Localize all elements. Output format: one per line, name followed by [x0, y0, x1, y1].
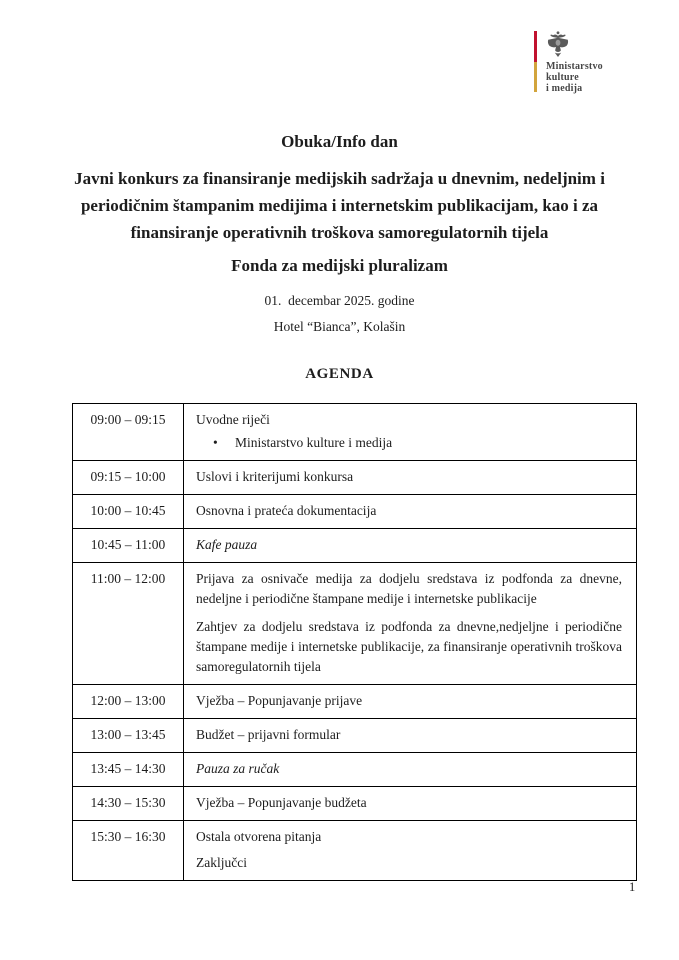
agenda-row — [73, 529, 637, 563]
agenda-row — [73, 753, 637, 787]
agenda-row — [73, 821, 637, 881]
agenda-topic — [184, 787, 637, 821]
page-number: 1 — [629, 880, 636, 894]
agenda-topic-title: Kafe pauza — [196, 537, 258, 552]
agenda-topic-paragraph: Zahtjev za dodjelu sredstava iz podfonda za dnevne,nedjeljne i periodične štampane medije i internetske publikacije, za finansiranje operativnih troškova samoregulatornih tijela — [196, 619, 622, 674]
agenda-topic-title: Pauza za ručak — [196, 761, 280, 776]
agenda-topic-title: Uvodne riječi — [196, 412, 270, 427]
agenda-time: 11:00 – 12:00 — [73, 563, 184, 685]
agenda-time: 10:45 – 11:00 — [73, 529, 184, 563]
agenda-heading: AGENDA — [305, 366, 374, 382]
main-title: Javni konkurs za finansiranje medijskih sadržaja u dnevnim, nedeljnim i periodičnim štampanim medijima i internetskim publikacijam, kao i za finansiranje operativnih troškova samoregulatornih tijela — [74, 169, 605, 242]
agenda-topic — [184, 404, 637, 461]
agenda-time: 10:00 – 10:45 — [73, 495, 184, 529]
coat-of-arms-icon — [546, 31, 570, 58]
agenda-topic — [184, 529, 637, 563]
agenda-topic-title: Budžet – prijavni formular — [196, 727, 341, 742]
flag-stripe-gold — [534, 62, 537, 93]
agenda-row — [73, 719, 637, 753]
agenda-row — [73, 495, 637, 529]
agenda-time: 09:00 – 09:15 — [73, 404, 184, 461]
agenda-time: 15:30 – 16:30 — [73, 821, 184, 881]
agenda-time: 14:30 – 15:30 — [73, 787, 184, 821]
agenda-row — [73, 685, 637, 719]
agenda-topic — [184, 719, 637, 753]
flag-stripe-red — [534, 31, 537, 62]
agenda-row — [73, 787, 637, 821]
ministry-name-line3: i medija — [546, 83, 583, 94]
agenda-topic-line: Zaključci — [196, 855, 247, 870]
bullet-icon: • — [213, 435, 218, 450]
agenda-table — [72, 403, 637, 881]
agenda-time: 09:15 – 10:00 — [73, 461, 184, 495]
agenda-time: 13:45 – 14:30 — [73, 753, 184, 787]
event-venue: Hotel “Bianca”, Kolašin — [273, 319, 406, 334]
ministry-name-line2: kulture — [546, 72, 579, 83]
agenda-topic-line: Ostala otvorena pitanja — [196, 829, 322, 844]
agenda-topic-title: Uslovi i kriterijumi konkursa — [196, 469, 354, 484]
agenda-row — [73, 461, 637, 495]
ministry-logo — [534, 31, 603, 94]
event-date: 01. decembar 2025. godine — [264, 293, 415, 308]
agenda-topic — [184, 461, 637, 495]
agenda-topic-title: Osnovna i prateća dokumentacija — [196, 503, 377, 518]
agenda-topic — [184, 753, 637, 787]
agenda-topic — [184, 821, 637, 881]
event-type-title: Obuka/Info dan — [281, 132, 398, 151]
agenda-table-body — [73, 404, 637, 881]
agenda-row — [73, 404, 637, 461]
agenda-row — [73, 563, 637, 685]
agenda-topic-title: Vježba – Popunjavanje budžeta — [196, 795, 367, 810]
fund-title: Fonda za medijski pluralizam — [231, 256, 448, 275]
agenda-bullet-text: Ministarstvo kulture i medija — [235, 435, 393, 450]
agenda-time: 13:00 – 13:45 — [73, 719, 184, 753]
ministry-name-line1: Ministarstvo — [546, 61, 603, 72]
agenda-topic — [184, 495, 637, 529]
agenda-topic — [184, 685, 637, 719]
flag-stripe — [534, 31, 537, 92]
agenda-time: 12:00 – 13:00 — [73, 685, 184, 719]
agenda-topic-paragraph: Prijava za osnivače medija za dodjelu sredstava iz podfonda za dnevne, nedeljne i periodične štampane medije i internetske publikacije — [196, 571, 622, 606]
agenda-topic-title: Vježba – Popunjavanje prijave — [196, 693, 363, 708]
agenda-topic — [184, 563, 637, 685]
agenda-bullet-line — [196, 433, 622, 453]
